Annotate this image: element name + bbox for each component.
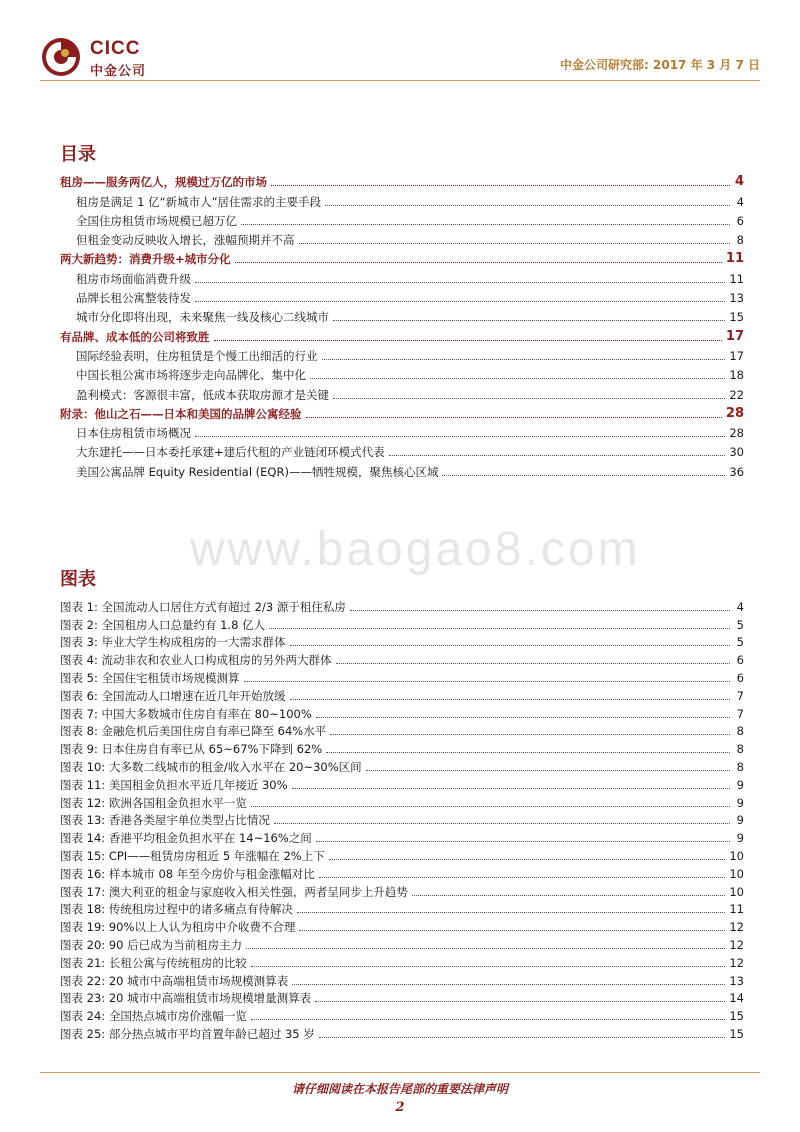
dot-leader <box>299 930 725 931</box>
dot-leader <box>306 417 722 418</box>
toc-entry[interactable] <box>60 324 744 343</box>
toc-entry[interactable] <box>60 228 744 247</box>
dot-leader <box>292 788 730 789</box>
dot-leader <box>241 224 730 225</box>
figure-entry-label: 图表 25: 部分热点城市平均首置年龄已超过 35 岁 <box>60 1027 319 1041</box>
toc-entry-label: 美国公寓品牌 Equity Residential (EQR)——牺牲规模，聚焦核心区域 <box>76 465 442 479</box>
figure-entry[interactable] <box>60 721 744 739</box>
toc-entry-page: 22 <box>729 387 744 402</box>
figure-entry-page: 12 <box>729 920 744 935</box>
dot-leader <box>366 770 730 771</box>
toc-entry-label: 租房——服务两亿人，规模过万亿的市场 <box>60 175 271 189</box>
cicc-logo <box>40 36 180 82</box>
figure-entry-label: 图表 9: 日本住房自有率已从 65~67%下降到 62% <box>60 742 326 756</box>
figure-entry-label: 图表 7: 中国大多数城市住房自有率在 80~100% <box>60 707 316 721</box>
figure-entry-label: 图表 4: 流动非农和农业人口构成租房的另外两大群体 <box>60 653 336 667</box>
dot-leader <box>299 243 731 244</box>
figure-entry[interactable] <box>60 881 744 899</box>
figure-entry-page: 8 <box>736 742 744 757</box>
toc-title: 目录 <box>60 144 96 165</box>
figure-entry-label: 图表 2: 全国租房人口总量约有 1.8 亿人 <box>60 618 269 632</box>
toc-entry[interactable] <box>60 382 744 401</box>
figure-entry-label: 图表 8: 金融危机后美国住房自有率已降至 64%水平 <box>60 724 330 738</box>
dot-leader <box>290 645 731 646</box>
figure-entry-label: 图表 16: 样本城市 08 年至今房价与租金涨幅对比 <box>60 867 319 881</box>
dot-leader <box>336 663 731 664</box>
figure-entry[interactable] <box>60 667 744 685</box>
toc-entry-label: 全国住房租赁市场规模已超万亿 <box>76 214 241 228</box>
toc-entry-label: 租房是满足 1 亿“新城市人”居住需求的主要手段 <box>76 195 325 209</box>
dot-leader <box>271 185 730 186</box>
figure-entry-label: 图表 24: 全国热点城市房价涨幅一览 <box>60 1009 251 1023</box>
dot-leader <box>251 966 726 967</box>
dot-leader <box>290 699 731 700</box>
figure-entry-label: 图表 17: 澳大利亚的租金与家庭收入相关性强，两者呈同步上升趋势 <box>60 885 412 899</box>
figure-entry[interactable] <box>60 756 744 774</box>
dot-leader <box>310 378 725 379</box>
dot-leader <box>269 628 730 629</box>
toc-entry-page: 15 <box>729 310 744 325</box>
figure-entry[interactable] <box>60 810 744 828</box>
figure-entry-page: 9 <box>736 795 744 810</box>
toc-entry[interactable] <box>60 266 744 285</box>
figure-entry-page: 15 <box>729 1026 744 1041</box>
figure-entry-page: 13 <box>729 973 744 988</box>
figure-list <box>60 596 744 1041</box>
dot-leader <box>350 610 730 611</box>
figure-entry[interactable] <box>60 685 744 703</box>
figure-entry-page: 10 <box>729 884 744 899</box>
toc-entry-page: 17 <box>725 328 744 344</box>
figure-entry-label: 图表 18: 传统租房过程中的诸多痛点有待解决 <box>60 902 297 916</box>
dot-leader <box>333 398 725 399</box>
dot-leader <box>316 717 730 718</box>
toc-entry-label: 品牌长租公寓整装待发 <box>76 291 195 305</box>
toc-entry-page: 13 <box>729 291 744 306</box>
logo-text-en: CICC <box>90 38 141 59</box>
toc-entry-label: 两大新趋势：消费升级+城市分化 <box>60 252 235 266</box>
dot-leader <box>322 359 726 360</box>
figure-entry-page: 6 <box>736 653 744 668</box>
figure-entry-label: 图表 23: 20 城市中高端租赁市场规模增量测算表 <box>60 991 315 1005</box>
dot-leader <box>333 320 725 321</box>
dot-leader <box>251 1019 726 1020</box>
header-date: 中金公司研究部: 2017 年 3 月 7 日 <box>560 58 760 72</box>
figure-entry[interactable] <box>60 970 744 988</box>
toc-entry[interactable] <box>60 440 744 459</box>
page-header <box>0 0 800 90</box>
toc-entry[interactable] <box>60 209 744 228</box>
figures-title: 图表 <box>60 569 96 590</box>
figure-entry[interactable] <box>60 649 744 667</box>
dot-leader <box>389 455 726 456</box>
figure-entry-page: 7 <box>736 706 744 721</box>
dot-leader <box>326 752 730 753</box>
figure-entry-label: 图表 22: 20 城市中高端租赁市场规模测算表 <box>60 974 292 988</box>
dot-leader <box>274 823 730 824</box>
figure-entry-page: 7 <box>736 688 744 703</box>
toc-entry-label: 中国长租公寓市场将逐步走向品牌化、集中化 <box>76 368 310 382</box>
figure-entry-label: 图表 12: 欧洲各国租金负担水平一览 <box>60 796 251 810</box>
header-rule <box>40 80 760 81</box>
toc-entry-label: 国际经验表明，住房租赁是个慢工出细活的行业 <box>76 349 322 363</box>
figure-entry[interactable] <box>60 827 744 845</box>
toc-entry-page: 8 <box>736 233 744 248</box>
figure-entry[interactable] <box>60 1005 744 1023</box>
footer-rule <box>40 1072 760 1073</box>
figure-entry[interactable] <box>60 988 744 1006</box>
figure-entry[interactable] <box>60 632 744 650</box>
toc-entry[interactable] <box>60 402 744 421</box>
dot-leader <box>195 301 725 302</box>
figure-entry-label: 图表 19: 90%以上人认为租房中介收费不合理 <box>60 920 299 934</box>
figure-entry-page: 9 <box>736 813 744 828</box>
dot-leader <box>319 1037 726 1038</box>
toc-entry-label: 大东建托——日本委托承建+建后代租的产业链闭环模式代表 <box>76 445 389 459</box>
toc-entry-page: 17 <box>729 348 744 363</box>
dot-leader <box>325 205 730 206</box>
cicc-logo-icon <box>40 36 82 78</box>
toc-entry[interactable] <box>60 344 744 363</box>
figure-entry-page: 10 <box>729 866 744 881</box>
dot-leader <box>297 912 726 913</box>
figure-entry[interactable] <box>60 738 744 756</box>
toc-entry-label: 日本住房租赁市场概况 <box>76 426 195 440</box>
toc-entry-page: 36 <box>729 464 744 479</box>
figure-entry[interactable] <box>60 916 744 934</box>
toc-entry[interactable] <box>60 247 744 266</box>
toc-entry[interactable] <box>60 170 744 189</box>
dot-leader <box>316 841 730 842</box>
figure-entry-label: 图表 15: CPI——租赁房房租近 5 年涨幅在 2%上下 <box>60 849 329 863</box>
toc-entry-page: 11 <box>725 251 744 267</box>
dot-leader <box>244 681 730 682</box>
toc-entry-label: 盈利模式：客源很丰富，低成本获取房源才是关键 <box>76 388 333 402</box>
toc-entry-label: 租房市场面临消费升级 <box>76 272 195 286</box>
dot-leader <box>251 806 730 807</box>
toc-entry-page: 18 <box>729 368 744 383</box>
toc-entry-label: 城市分化即将出现，未来聚焦一线及核心二线城市 <box>76 310 333 324</box>
figure-entry-label: 图表 10: 大多数二线城市的租金/收入水平在 20~30%区间 <box>60 760 366 774</box>
figure-entry-label: 图表 21: 长租公寓与传统租房的比较 <box>60 956 251 970</box>
dot-leader <box>329 859 726 860</box>
page-number: 2 <box>395 1100 405 1115</box>
watermark: www.baogao8.com <box>190 523 641 576</box>
figure-entry-page: 9 <box>736 777 744 792</box>
figure-entry-page: 12 <box>729 937 744 952</box>
figure-entry[interactable] <box>60 792 744 810</box>
figure-entry-page: 9 <box>736 831 744 846</box>
figure-entry-label: 图表 20: 90 后已成为当前租房主力 <box>60 938 246 952</box>
toc-entry-page: 4 <box>734 174 744 190</box>
figure-entry[interactable] <box>60 703 744 721</box>
figure-entry[interactable] <box>60 952 744 970</box>
figure-entry-page: 8 <box>736 759 744 774</box>
figure-entry-page: 10 <box>729 848 744 863</box>
toc-entry-label: 附录：他山之石——日本和美国的品牌公寓经验 <box>60 407 306 421</box>
toc-entry[interactable] <box>60 305 744 324</box>
dot-leader <box>214 340 722 341</box>
figure-entry[interactable] <box>60 845 744 863</box>
dot-leader <box>412 895 726 896</box>
figure-entry-label: 图表 3: 毕业大学生构成租房的一大需求群体 <box>60 635 290 649</box>
dot-leader <box>442 475 725 476</box>
figure-entry-page: 4 <box>736 599 744 614</box>
figure-entry-label: 图表 1: 全国流动人口居住方式有超过 2/3 源于租住私房 <box>60 600 350 614</box>
toc-entry-page: 6 <box>736 213 744 228</box>
figure-entry[interactable] <box>60 596 744 614</box>
figure-entry-label: 图表 11: 美国租金负担水平近几年接近 30% <box>60 778 292 792</box>
figure-entry[interactable] <box>60 899 744 917</box>
figure-entry-page: 5 <box>736 617 744 632</box>
dot-leader <box>330 734 730 735</box>
dot-leader <box>246 948 725 949</box>
dot-leader <box>235 262 722 263</box>
dot-leader <box>315 1001 725 1002</box>
logo-text-cn: 中金公司 <box>90 64 147 79</box>
toc-entry-page: 28 <box>725 405 744 421</box>
figure-entry-page: 12 <box>729 955 744 970</box>
toc-entry-label: 有品牌、成本低的公司将致胜 <box>60 330 214 344</box>
figure-entry-page: 6 <box>736 670 744 685</box>
toc-entry-page: 30 <box>729 445 744 460</box>
figure-entry[interactable] <box>60 774 744 792</box>
dot-leader <box>195 282 725 283</box>
toc-entry[interactable] <box>60 459 744 478</box>
figure-entry[interactable] <box>60 1023 744 1041</box>
toc-entry-page: 11 <box>729 271 744 286</box>
toc-entry-page: 4 <box>736 194 744 209</box>
figure-entry-page: 5 <box>736 635 744 650</box>
dot-leader <box>292 984 725 985</box>
figure-entry[interactable] <box>60 934 744 952</box>
dot-leader <box>319 877 726 878</box>
figure-entry-label: 图表 6: 全国流动人口增速在近几年开始放缓 <box>60 689 290 703</box>
table-of-contents <box>60 170 744 479</box>
toc-entry[interactable] <box>60 189 744 208</box>
figure-entry[interactable] <box>60 863 744 881</box>
figure-entry-page: 11 <box>729 902 744 917</box>
toc-entry-label: 但租金变动反映收入增长，涨幅预期并不高 <box>76 233 299 247</box>
figure-entry-page: 15 <box>729 1009 744 1024</box>
legal-notice: 请仔细阅读在本报告尾部的重要法律声明 <box>291 1082 508 1096</box>
toc-entry[interactable] <box>60 363 744 382</box>
toc-entry-page: 28 <box>729 426 744 441</box>
dot-leader <box>195 436 725 437</box>
figure-entry-label: 图表 13: 香港各类屋宇单位类型占比情况 <box>60 813 274 827</box>
figure-entry-page: 8 <box>736 724 744 739</box>
toc-entry[interactable] <box>60 421 744 440</box>
figure-entry[interactable] <box>60 614 744 632</box>
figure-entry-label: 图表 14: 香港平均租金负担水平在 14~16%之间 <box>60 831 316 845</box>
figure-entry-page: 14 <box>729 991 744 1006</box>
toc-entry[interactable] <box>60 286 744 305</box>
figure-entry-label: 图表 5: 全国住宅租赁市场规模测算 <box>60 671 244 685</box>
